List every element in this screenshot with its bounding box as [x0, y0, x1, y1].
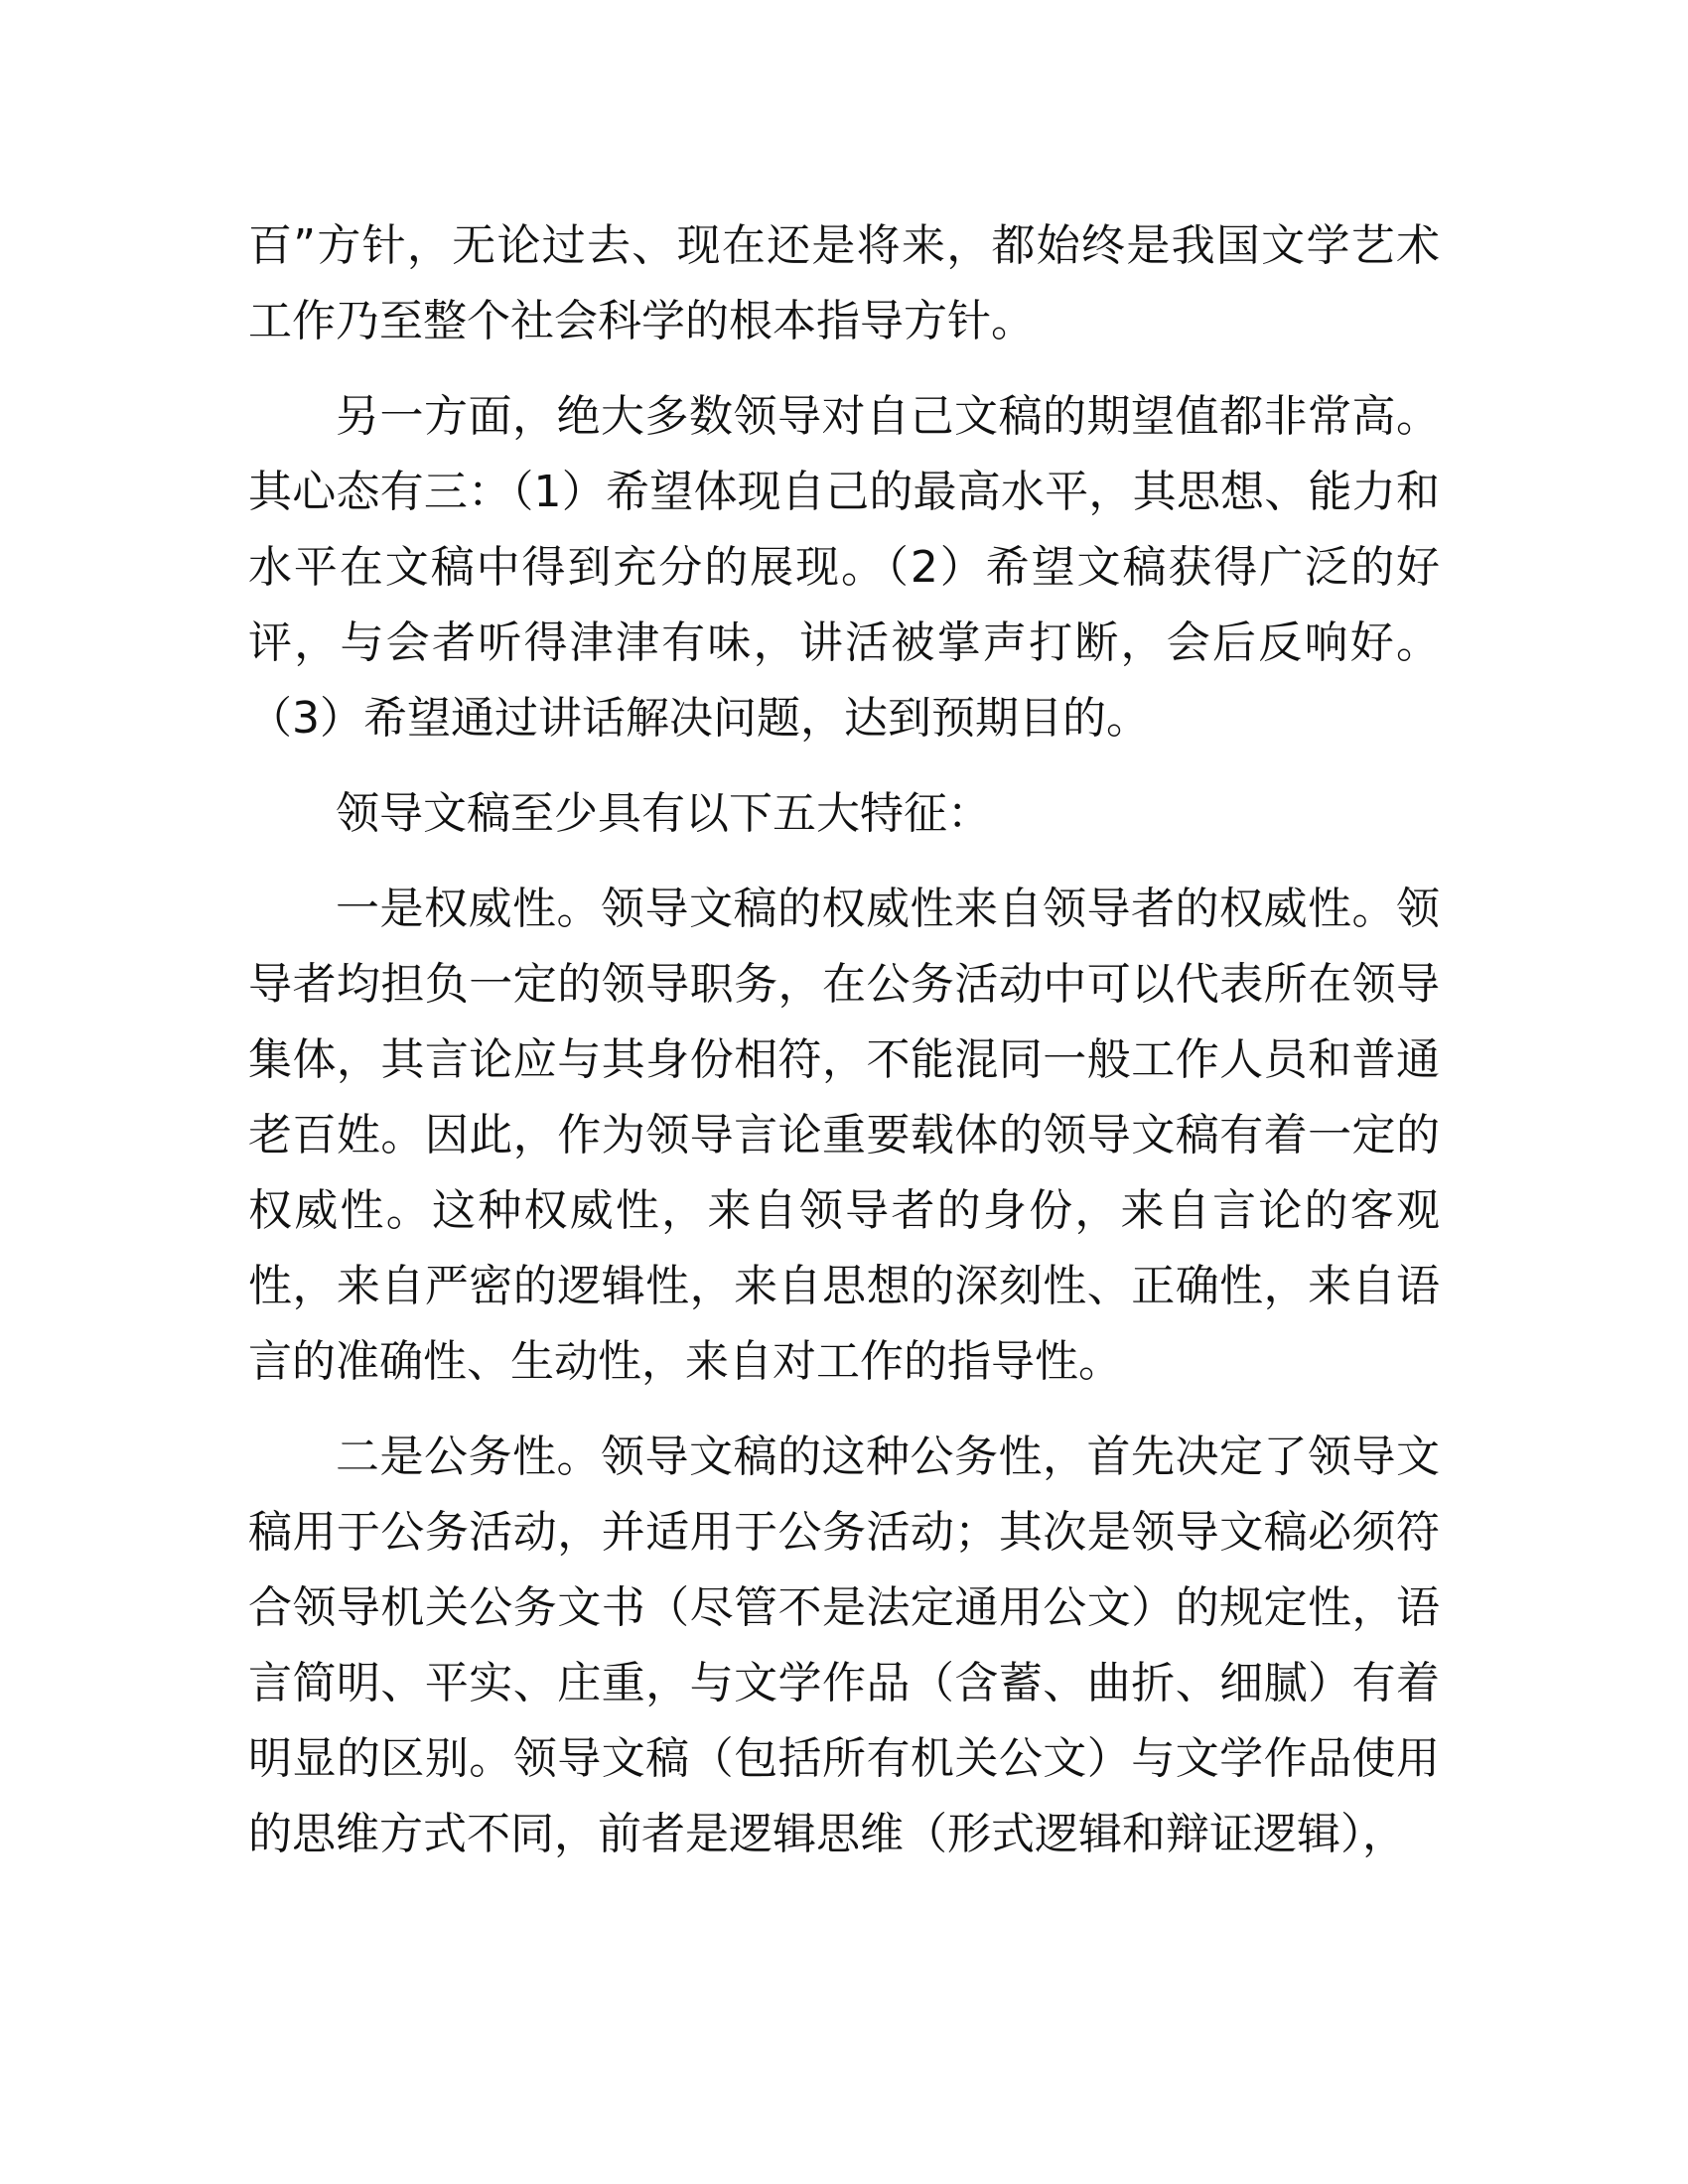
paragraph-3: 领导文稿至少具有以下五大特征： — [336, 788, 991, 839]
paragraph-4: 一是权威性。领导文稿的权威性来自领导者的权威性。领导者均担负一定的领导职务，在公务活动中可以代表所在领导集体，其言论应与其身份相符，不能混同一般工作人员和普通老百姓。因此，作为领导言论重要载体的领导文稿有着一定的权威性。这种权威性，来自领导者的身份，来自言论的客观性，来自严密的逻辑性，来自思想的深刻性、正确性，来自语言的准确性、生动性，来自对工作的指导性。 — [248, 884, 1440, 1387]
paragraph-5: 二是公务性。领导文稿的这种公务性，首先决定了领导文稿用于公务活动，并适用于公务活动；其次是领导文稿必须符合领导机关公务文书（尽管不是法定通用公文）的规定性，语言简明、平实、庄重，与文学作品（含蓄、曲折、细腻）有着明显的区别。领导文稿（包括所有机关公文）与文学作品使用的思维方式不同，前者是逻辑思维（形式逻辑和辩证逻辑）， — [248, 1432, 1440, 1859]
paragraph-1: 百”方针，无论过去、现在还是将来，都始终是我国文学艺术工作乃至整个社会科学的根本指导方针。 — [248, 220, 1440, 346]
document-body — [248, 208, 1440, 1892]
paragraph-2: 另一方面，绝大多数领导对自己文稿的期望值都非常高。其心态有三：（1）希望体现自己的最高水平，其思想、能力和水平在文稿中得到充分的展现。（2）希望文稿获得广泛的好评，与会者听得津津有味，讲活被掌声打断，会后反响好。（3）希望通过讲话解决问题，达到预期目的。 — [248, 391, 1440, 744]
